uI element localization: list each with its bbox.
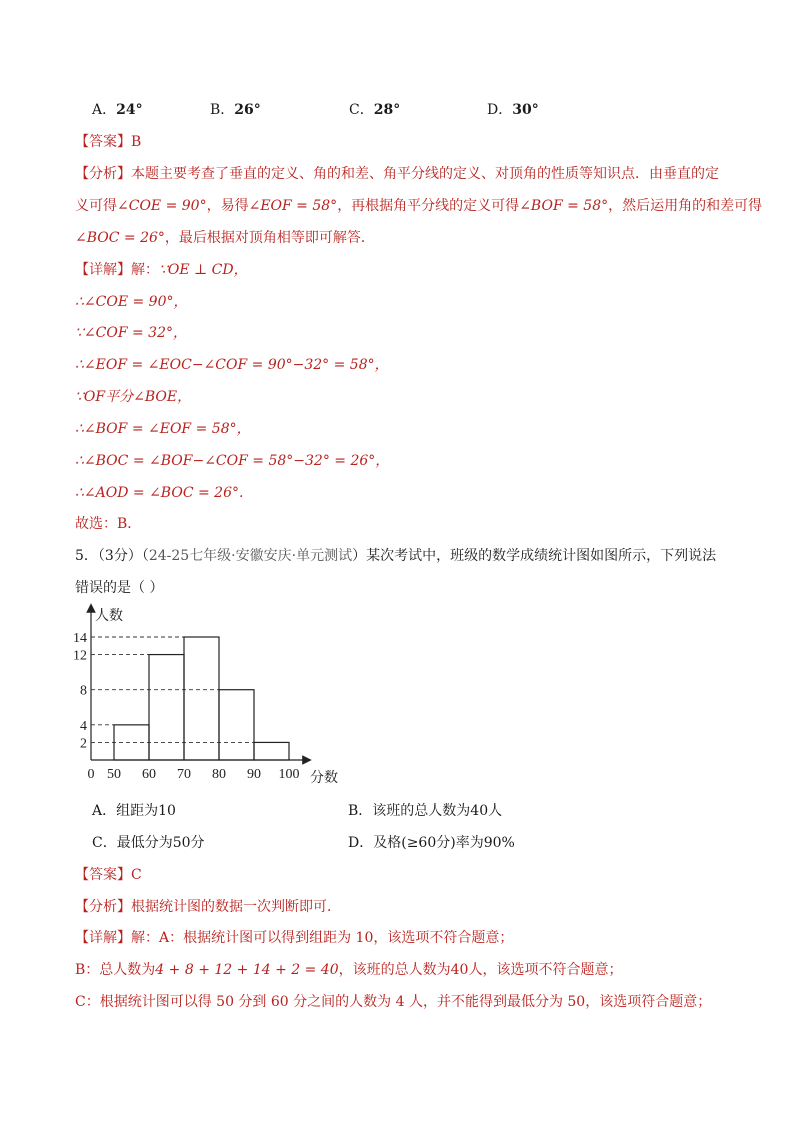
y-tick-label: 2 <box>80 736 87 752</box>
chart-axes <box>91 608 307 760</box>
q5-detail-c: C：根据统计图可以得 50 分到 60 分之间的人数为 4 人，并不能得到最低分为 50，该选项符合题意； <box>75 994 712 1010</box>
y-axis-label: 人数 <box>95 609 123 624</box>
chart-y-ticks <box>73 631 87 751</box>
q5-answer: 【答案】C <box>75 867 142 883</box>
q4-choice: 故选：B． <box>75 516 142 532</box>
x-tick-label: 0 <box>87 767 95 782</box>
q5-stem-line2: 错误的是（ ） <box>75 580 164 596</box>
q5-option-b: B．该班的总人数为40人 <box>348 803 503 819</box>
histogram-bar <box>219 690 254 760</box>
q4-step-3: ∴∠EOF = ∠EOC−∠COF = 90°−32° = 58°， <box>75 357 389 373</box>
q4-analysis-line3: ∠BOC = 26°，最后根据对顶角相等即可解答． <box>75 230 375 246</box>
q4-option-a: A．24° <box>92 102 143 118</box>
score-histogram <box>55 600 355 790</box>
x-tick-label: 50 <box>107 767 121 782</box>
q5-analysis: 【分析】根据统计图的数据一次判断即可． <box>75 899 341 915</box>
histogram-bar <box>254 742 289 760</box>
x-tick-label: 80 <box>212 767 226 782</box>
q5-stem-line1: 5．（3分）（24-25七年级·安徽安庆·单元测试）某次考试中，班级的数学成绩统计图如图所示，下列说法 <box>75 548 717 564</box>
q4-step-2: ∵∠COF = 32°， <box>75 325 187 341</box>
x-tick-label: 70 <box>177 767 191 782</box>
q4-option-d: D．30° <box>487 102 539 118</box>
q4-step-6: ∴∠BOC = ∠BOF−∠COF = 58°−32° = 26°， <box>75 453 390 469</box>
x-tick-label: 60 <box>142 767 156 782</box>
q4-answer: 【答案】B <box>75 134 142 150</box>
y-tick-label: 4 <box>80 718 87 734</box>
y-tick-label: 8 <box>80 683 87 699</box>
x-tick-label: 100 <box>278 767 300 782</box>
q4-step-7: ∴∠AOD = ∠BOC = 26°. <box>75 485 244 501</box>
q5-option-c: C．最低分为50分 <box>92 835 205 851</box>
q5-option-d: D．及格(≥60分)率为90% <box>348 835 515 851</box>
q4-step-4: ∵OF平分∠BOE， <box>75 389 192 405</box>
q5-detail-b: B：总人数为4 + 8 + 12 + 14 + 2 = 40，该班的总人数为40人，该选项不符合题意； <box>75 962 623 978</box>
q4-detail-intro: 【详解】解：∵OE ⊥ CD， <box>75 262 248 278</box>
q4-step-5: ∴∠BOF = ∠EOF = 58°， <box>75 421 251 437</box>
histogram-bar <box>184 637 219 760</box>
q4-analysis-line2: 义可得∠COE = 90°，易得∠EOF = 58°，再根据角平分线的定义可得∠BOF = 58°，然后运用角的和差可得 <box>75 198 763 214</box>
q4-option-c: C．28° <box>349 102 401 118</box>
q5-option-a: A．组距为10 <box>92 803 176 819</box>
histogram-bar <box>149 655 184 760</box>
chart-bars <box>114 637 289 760</box>
x-tick-label: 90 <box>247 767 261 782</box>
q5-detail-a: 【详解】解：A：根据统计图可以得到组距为 10，该选项不符合题意； <box>75 930 514 946</box>
y-tick-label: 12 <box>73 648 87 664</box>
q4-analysis-line1: 【分析】本题主要考查了垂直的定义、角的和差、角平分线的定义、对顶角的性质等知识点．由垂直的定 <box>75 166 719 182</box>
q4-step-1: ∴∠COE = 90°， <box>75 294 188 310</box>
y-tick-label: 14 <box>73 631 87 646</box>
q4-option-b: B．26° <box>210 102 261 118</box>
chart-x-ticks <box>88 767 300 782</box>
x-axis-label: 分数 <box>310 771 338 786</box>
